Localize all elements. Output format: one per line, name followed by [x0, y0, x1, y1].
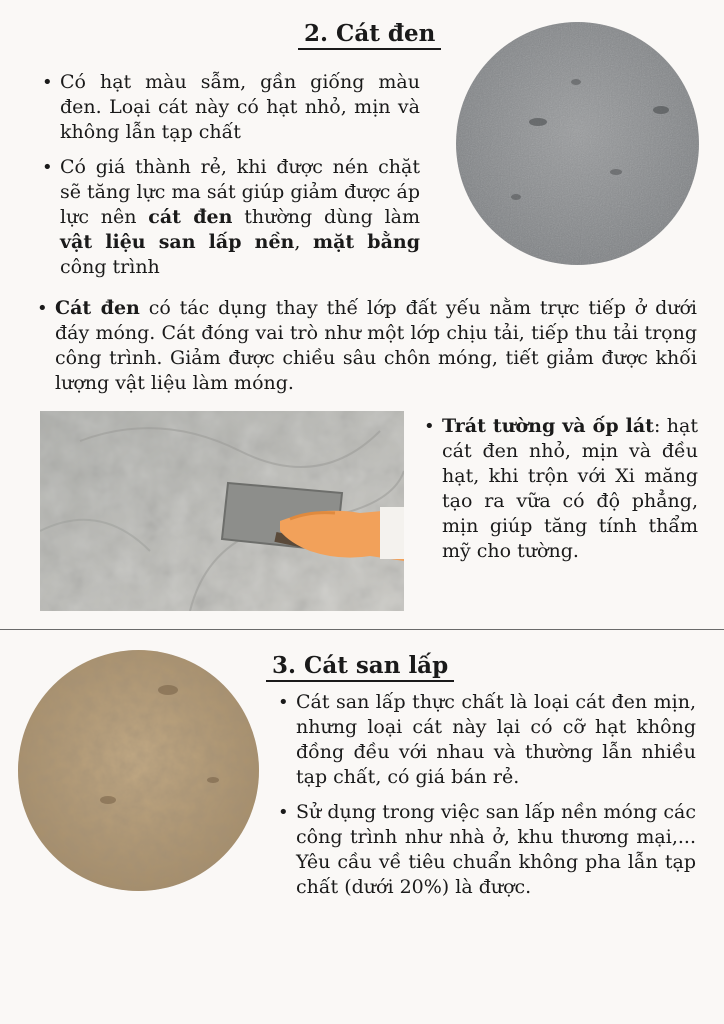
section-3-bullet-1	[276, 690, 696, 790]
bullet-4-text: : hạt cát đen nhỏ, mịn và đều hạt, khi trộn với Xi măng tạo ra vữa có độ phẳng, mịn giúp tăng tính thẩm mỹ cho tường.	[442, 415, 699, 562]
plastering-wall-image	[40, 411, 404, 611]
bullet-2-text-e: ,	[294, 231, 313, 253]
section-2-bullet-4	[422, 414, 698, 564]
section-3-bullets	[276, 690, 696, 900]
section-divider	[0, 629, 724, 630]
section-2-right-bullet	[422, 414, 698, 564]
section-3-bullet-1-text: Cát san lấp thực chất là loại cát đen mịn, nhưng loại cát này lại có cỡ hạt không đồng đều với nhau và thường lẫn nhiều tạp chất, có giá bán rẻ.	[296, 691, 696, 788]
section-2-title: 2. Cát đen	[298, 20, 441, 50]
section-2-bullet-1-text: Có hạt màu sẫm, gần giống màu đen. Loại cát này có hạt nhỏ, mịn và không lẫn tạp chất	[60, 71, 420, 143]
bullet-4-bold: Trát tường và ốp lát	[442, 415, 654, 437]
section-3-bullet-2	[276, 800, 696, 900]
bullet-3-text: có tác dụng thay thế lớp đất yếu nằm trực tiếp ở dưới đáy móng. Cát đóng vai trò như một lớp chịu tải, tiếp thu tải trọng công trình. Giảm được chiều sâu chôn móng, tiết giảm được khối lượng vật liệu làm móng.	[55, 297, 697, 394]
section-3-title: 3. Cát san lấp	[266, 652, 454, 682]
section-3-heading-wrap	[266, 652, 454, 682]
section-2-mid-bullet	[35, 296, 697, 396]
section-2-top-bullets	[40, 70, 420, 280]
bullet-2-text-g: công trình	[60, 256, 160, 278]
bullet-2-text-a: Có giá thành rẻ, khi được nén chặt sẽ tăng lực ma sát giúp giảm được áp lực nên	[60, 156, 420, 228]
section-2-bullet-3	[35, 296, 697, 396]
section-2-heading-wrap	[298, 20, 441, 50]
section-2-bullet-2	[40, 155, 420, 280]
section-3-bullet-2-text: Sử dụng trong việc san lấp nền móng các công trình như nhà ở, khu thương mại,... Yêu cầu về tiêu chuẩn không pha lẫn tạp chất (dưới 20%) là được.	[296, 801, 696, 898]
section-2-bullet-1	[40, 70, 420, 145]
bullet-2-text-c: thường dùng làm	[232, 206, 420, 228]
bullet-2-bold-vat-lieu: vật liệu san lấp nền	[60, 231, 295, 253]
bullet-3-bold: Cát đen	[55, 297, 140, 319]
black-sand-image	[456, 22, 699, 265]
bullet-2-bold-cat-den: cát đen	[148, 206, 233, 228]
bullet-2-bold-mat-bang: mặt bằng	[312, 231, 420, 253]
fill-sand-image	[18, 650, 259, 891]
